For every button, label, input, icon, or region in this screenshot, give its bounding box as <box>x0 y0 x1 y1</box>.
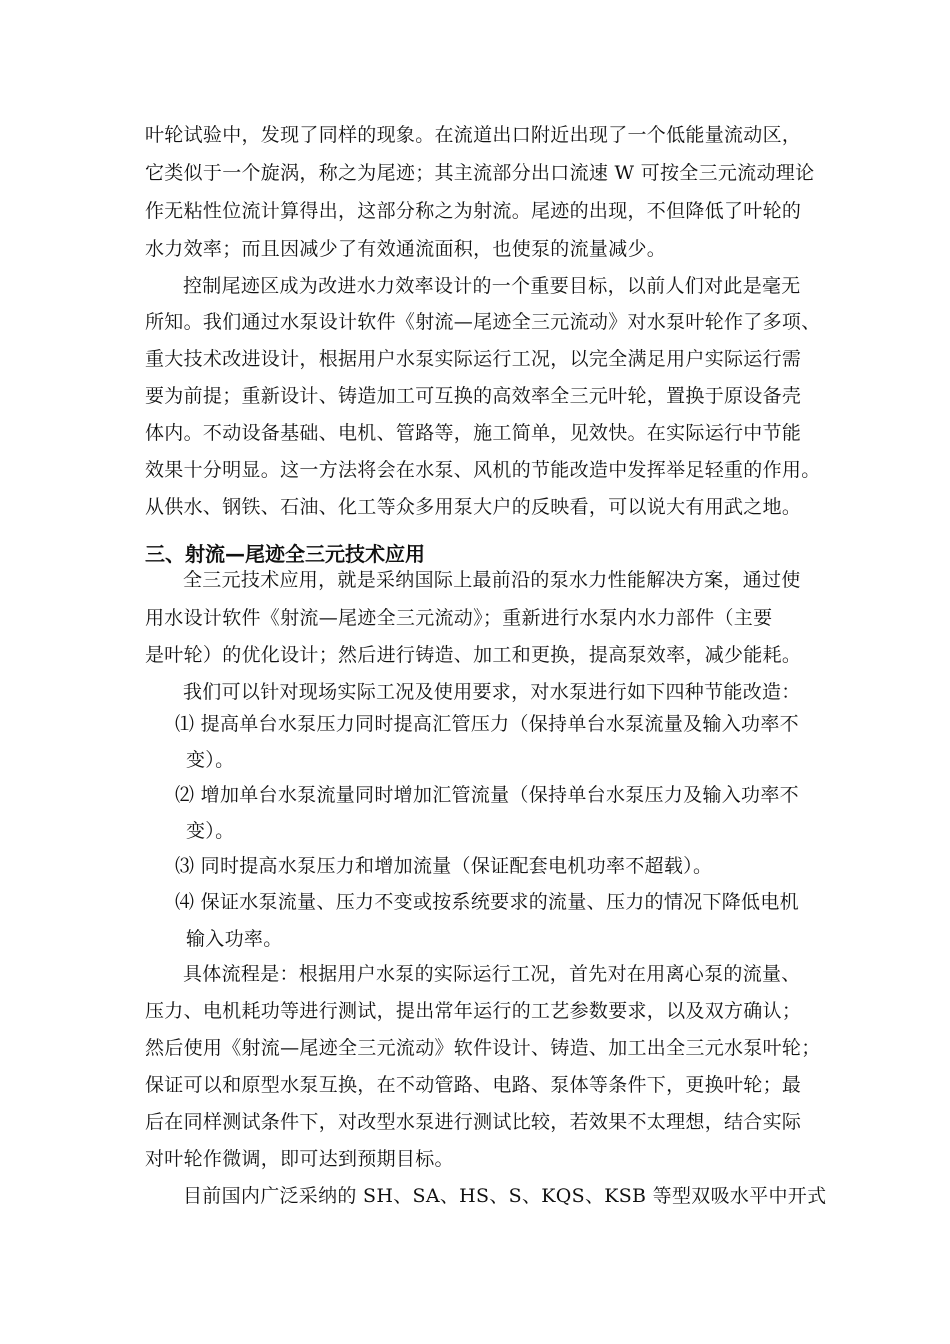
list-item: ⑵ 增加单台水泵流量同时增加汇管流量（保持单台水泵压力及输入功率不 <box>175 784 799 806</box>
text-line: 保证可以和原型水泵互换，在不动管路、电路、泵体等条件下，更换叶轮；最 <box>145 1074 802 1096</box>
text-line: 对叶轮作微调，即可达到预期目标。 <box>145 1148 454 1170</box>
list-item: ⑷ 保证水泵流量、压力不变或按系统要求的流量、压力的情况下降低电机 <box>175 891 799 913</box>
list-item-continuation: 输入功率。 <box>186 928 283 950</box>
text-line: 目前国内广泛采纳的 SH、SA、HS、S、KQS、KSB 等型双吸水平中开式 <box>183 1185 827 1207</box>
text-line: 我们可以针对现场实际工况及使用要求，对水泵进行如下四种节能改造： <box>183 681 801 703</box>
text-line: 要为前提；重新设计、铸造加工可互换的高效率全三元叶轮，置换于原设备壳 <box>145 385 802 407</box>
list-item-continuation: 变）。 <box>186 749 235 771</box>
text-line: 体内。不动设备基础、电机、管路等，施工简单，见效快。在实际运行中节能 <box>145 422 802 444</box>
section-heading: 三、射流—尾迹全三元技术应用 <box>145 542 425 566</box>
text-line: 全三元技术应用，就是采纳国际上最前沿的泵水力性能解决方案，通过使 <box>183 569 801 591</box>
text-line: 它类似于一个旋涡，称之为尾迹；其主流部分出口流速 W 可按全三元流动理论 <box>145 162 815 184</box>
text-line: 从供水、钢铁、石油、化工等众多用泵大户的反映看，可以说大有用武之地。 <box>145 496 802 518</box>
list-item: ⑴ 提高单台水泵压力同时提高汇管压力（保持单台水泵流量及输入功率不 <box>175 713 799 735</box>
text-line: 然后使用《射流—尾迹全三元流动》软件设计、铸造、加工出全三元水泵叶轮； <box>145 1037 821 1059</box>
text-line: 用水设计软件《射流—尾迹全三元流动》；重新进行水泵内水力部件（主要 <box>145 607 773 629</box>
text-line: 控制尾迹区成为改进水力效率设计的一个重要目标，以前人们对此是毫无 <box>183 275 801 297</box>
text-line: 效果十分明显。这一方法将会在水泵、风机的节能改造中发挥举足轻重的作用。 <box>145 459 821 481</box>
text-line: 具体流程是：根据用户水泵的实际运行工况，首先对在用离心泵的流量、 <box>183 963 801 985</box>
text-line: 是叶轮）的优化设计；然后进行铸造、加工和更换，提高泵效率，减少能耗。 <box>145 644 802 666</box>
list-item-continuation: 变）。 <box>186 820 235 842</box>
list-item: ⑶ 同时提高水泵压力和增加流量（保证配套电机功率不超载）。 <box>175 855 713 877</box>
text-line: 作无粘性位流计算得出，这部分称之为射流。尾迹的出现，不但降低了叶轮的 <box>145 200 802 222</box>
text-line: 重大技术改进设计，根据用户水泵实际运行工况，以完全满足用户实际运行需 <box>145 348 802 370</box>
text-line: 叶轮试验中，发现了同样的现象。在流道出口附近出现了一个低能量流动区， <box>145 124 802 146</box>
text-line: 后在同样测试条件下，对改型水泵进行测试比较，若效果不太理想，结合实际 <box>145 1111 802 1133</box>
text-line: 所知。我们通过水泵设计软件《射流—尾迹全三元流动》对水泵叶轮作了多项、 <box>145 311 821 333</box>
text-line: 水力效率；而且因减少了有效通流面积，也使泵的流量减少。 <box>145 238 667 260</box>
text-line: 压力、电机耗功等进行测试，提出常年运行的工艺参数要求，以及双方确认； <box>145 1000 802 1022</box>
